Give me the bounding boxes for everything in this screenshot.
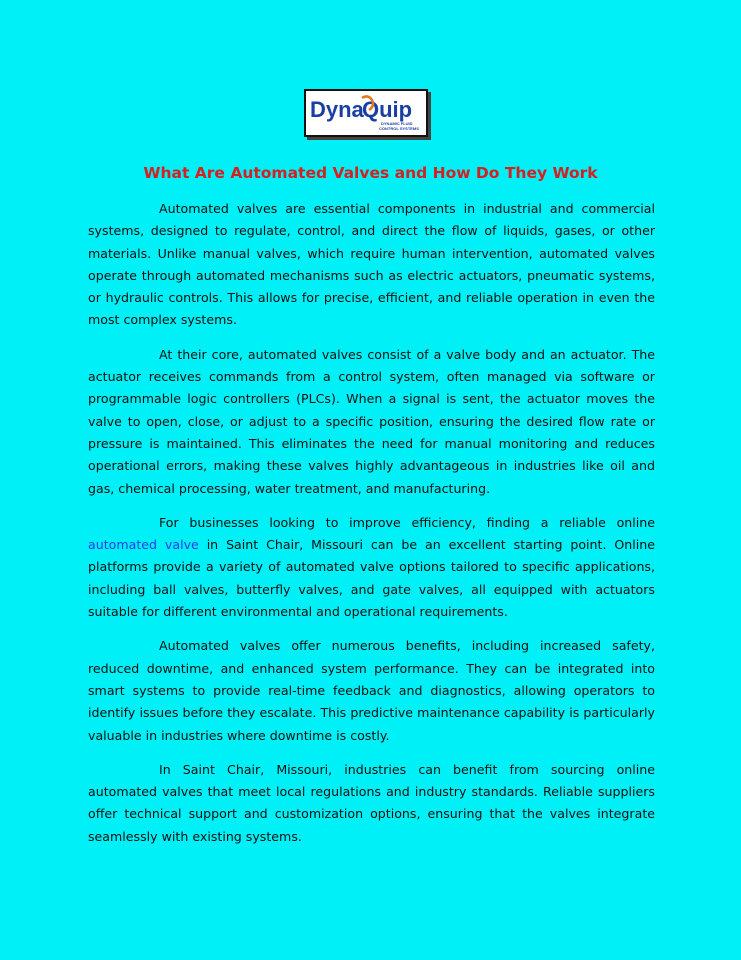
logo-brand-left: Dyna [310, 97, 364, 122]
paragraph-businesses [88, 512, 655, 623]
article-body [88, 198, 655, 860]
paragraph-core: At their core, automated valves consist of a valve body and an actuator. The actuator receives commands from a control system, often managed via software or programmable logic controllers (PLCs). When a signal is sent, the actuator moves the valve to open, close, or adjust to a specific position, ensuring the desired flow rate or pressure is maintained. This eliminates the need for manual monitoring and reduces operational errors, making these valves highly advantageous in industries like oil and gas, chemical processing, water treatment, and manufacturing. [88, 346, 655, 496]
dynaquip-logo-icon [306, 91, 426, 135]
paragraph-businesses-before: For businesses looking to improve efficiency, finding a reliable online [159, 514, 655, 530]
logo-tagline-1: DYNAMIC FLUID [381, 121, 413, 126]
logo-tagline-2: CONTROL SYSTEMS [379, 126, 419, 131]
company-logo [304, 89, 428, 137]
paragraph-intro: Automated valves are essential components in industrial and commercial systems, designed to regulate, control, and direct the flow of liquids, gases, or other materials. Unlike manual valves, which require human intervention, automated valves operate through automated mechanisms such as electric actuators, pneumatic systems, or hydraulic controls. This allows for precise, efficient, and reliable operation in even the most complex systems. [88, 201, 655, 328]
paragraph-businesses-after: in Saint Chair, Missouri can be an excellent starting point. Online platforms provide a variety of automated valve options tailored to specific applications, including ball valves, butterfly valves, and gate valves, all equipped with actuators suitable for different environmental and operational requirements. [88, 537, 655, 620]
automated-valve-link[interactable]: automated valve [88, 537, 199, 553]
paragraph-benefits: Automated valves offer numerous benefits, including increased safety, reduced downtime, and enhanced system performance. They can be integrated into smart systems to provide real-time feedback and diagnostics, allowing operators to identify issues before they escalate. This predictive maintenance capability is particularly valuable in industries where downtime is costly. [88, 638, 655, 743]
logo-brand-right: Quip [362, 97, 413, 122]
paragraph-saint-chair: In Saint Chair, Missouri, industries can benefit from sourcing online automated valves that meet local regulations and industry standards. Reliable suppliers offer technical support and customization options, ensuring that the valves integrate seamlessly with existing systems. [88, 761, 655, 844]
page-title: What Are Automated Valves and How Do They Work [143, 164, 598, 182]
